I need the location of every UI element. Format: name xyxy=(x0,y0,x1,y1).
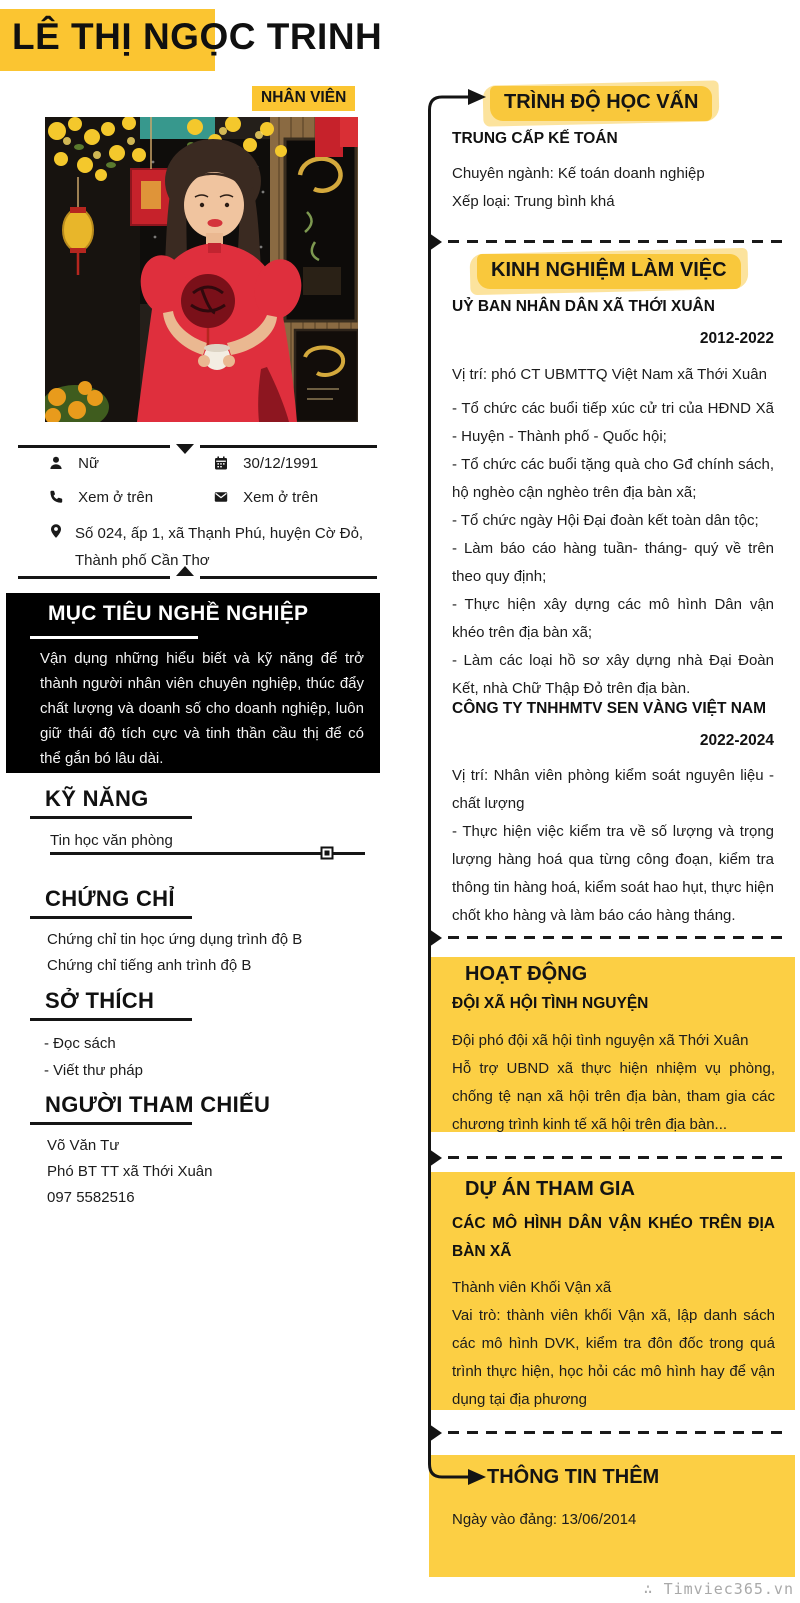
job-details xyxy=(452,762,774,930)
additional-title: THÔNG TIN THÊM xyxy=(487,1466,660,1488)
divider-arrow-icon xyxy=(429,929,442,947)
dashed-divider xyxy=(448,240,783,243)
divider-arrow-icon xyxy=(429,233,442,251)
job-position: Vị trí: phó CT UBMTTQ Việt Nam xã Thới Xuân xyxy=(452,366,767,383)
dob-value: 30/12/1991 xyxy=(243,455,319,472)
certificate-item: Chứng chỉ tin học ứng dụng trình độ B xyxy=(47,931,303,948)
skill-slider-handle xyxy=(321,847,334,860)
additional-line: Ngày vào đảng: 13/06/2014 xyxy=(452,1511,637,1528)
certificate-item: Chứng chỉ tiếng anh trình độ B xyxy=(47,957,252,974)
triangle-down-icon xyxy=(176,444,194,454)
dashed-divider xyxy=(448,936,783,939)
activities-line: Hỗ trợ UBND xã thực hiện nhiệm vụ phòng, chống tệ nạn xã hội trên địa bàn, tham gia các chương trình kinh tế xã hội trên địa bàn... xyxy=(452,1060,775,1133)
certificates-title: CHỨNG CHỈ xyxy=(45,886,175,911)
profile-photo-illustration xyxy=(45,117,358,422)
job-company: CÔNG TY TNHHMTV SEN VÀNG VIỆT NAM xyxy=(452,700,767,717)
job-duty: - Tổ chức ngày Hội Đại đoàn kết toàn dân tộc; xyxy=(452,512,759,529)
phone-icon xyxy=(48,489,64,505)
reference-line: Phó BT TT xã Thới Xuân xyxy=(47,1163,213,1180)
activities-line: Đội phó đội xã hội tình nguyện xã Thới Xuân xyxy=(452,1032,749,1049)
dashed-divider xyxy=(448,1431,783,1434)
timeline-bottom-arrow-icon xyxy=(428,1452,490,1488)
job-duty: - Làm báo cáo hàng tuần- tháng- quý về trên theo quy định; xyxy=(452,540,774,585)
job-duty: - Thực hiện xây dựng các mô hình Dân vận khéo trên địa bàn xã; xyxy=(452,596,774,641)
divider-line xyxy=(200,445,377,448)
skills-title-rule xyxy=(30,816,192,819)
location-pin-icon xyxy=(48,523,64,539)
candidate-name: LÊ THỊ NGỌC TRINH xyxy=(12,16,383,57)
job-period: 2022-2024 xyxy=(699,732,774,749)
objective-body: Vận dụng những hiểu biết và kỹ năng để trở thành người nhân viên chuyên nghiệp, thúc đẩy chất lượng và doanh số cho doanh nghiệp, luôn giữ thái độ tích cực và tinh thần cầu thị để có thể gắn bó lâu dài. xyxy=(40,650,364,767)
projects-title: DỰ ÁN THAM GIA xyxy=(465,1178,635,1200)
hobby-item: - Đọc sách xyxy=(44,1035,116,1052)
timeline-top-arrow-icon xyxy=(428,88,490,124)
experience-title: KINH NGHIỆM LÀM VIỆC xyxy=(477,254,741,289)
project-line: Thành viên Khối Vận xã xyxy=(452,1279,612,1296)
reference-line: 097 5582516 xyxy=(47,1189,135,1206)
project-name: CÁC MÔ HÌNH DÂN VẬN KHÉO TRÊN ĐỊA BÀN XÃ xyxy=(452,1215,775,1260)
project-line: Vai trò: thành viên khối Vận xã, lập danh sách các mô hình DVK, kiểm tra đôn đốc trong quá trình thực hiện, học hỏi các mô hình hay để vận dụng tại địa phương xyxy=(452,1307,775,1408)
dob-row xyxy=(213,455,318,472)
gender-value: Nữ xyxy=(78,455,100,472)
references-title-rule xyxy=(30,1122,192,1125)
education-major: Chuyên ngành: Kế toán doanh nghiệp xyxy=(452,165,705,182)
watermark-link[interactable]: ∴ Timviec365.vn xyxy=(643,1580,794,1598)
email-value: Xem ở trên xyxy=(243,489,319,506)
divider-line xyxy=(18,445,170,448)
divider-arrow-icon xyxy=(429,1149,442,1167)
education-school: TRUNG CẤP KẾ TOÁN xyxy=(452,130,618,147)
person-icon xyxy=(48,455,64,471)
timeline-line xyxy=(428,114,431,1457)
calendar-icon xyxy=(213,455,229,471)
activities-org: ĐỘI XÃ HỘI TÌNH NGUYỆN xyxy=(452,995,649,1012)
reference-line: Võ Văn Tư xyxy=(47,1137,120,1154)
job-details xyxy=(452,361,774,703)
gender-row xyxy=(48,455,99,472)
skill-slider-track xyxy=(50,852,365,855)
job-title-badge: NHÂN VIÊN xyxy=(252,86,355,111)
profile-photo xyxy=(45,117,358,422)
phone-row xyxy=(48,489,153,506)
address-row xyxy=(48,520,370,574)
dashed-divider xyxy=(448,1156,783,1159)
objective-title-rule xyxy=(30,636,198,639)
skills-title: KỸ NĂNG xyxy=(45,786,149,811)
divider-arrow-icon xyxy=(429,1424,442,1442)
certificates-title-rule xyxy=(30,916,192,919)
hobbies-title: SỞ THÍCH xyxy=(45,988,155,1013)
skill-label: Tin học văn phòng xyxy=(50,832,173,849)
triangle-up-icon xyxy=(176,566,194,576)
job-duty: - Tổ chức các buổi tặng quà cho Gđ chính sách, hộ nghèo cận nghèo trên địa bàn xã; xyxy=(452,456,774,501)
address-value: Số 024, ấp 1, xã Thạnh Phú, huyện Cờ Đỏ, Thành phố Cần Thơ xyxy=(75,525,364,569)
job-period: 2012-2022 xyxy=(699,330,774,347)
activities-title: HOẠT ĐỘNG xyxy=(465,963,588,985)
email-row xyxy=(213,489,318,506)
objective-section xyxy=(6,593,380,773)
divider-line xyxy=(18,576,170,579)
activities-body xyxy=(452,1027,775,1139)
phone-value: Xem ở trên xyxy=(78,489,154,506)
job-duty: - Làm các loại hồ sơ xây dựng nhà Đại Đoàn Kết, nhà Chữ Thập Đỏ trên địa bàn. xyxy=(452,652,774,697)
education-title: TRÌNH ĐỘ HỌC VẤN xyxy=(490,86,712,121)
envelope-icon xyxy=(213,489,229,505)
education-grade: Xếp loại: Trung bình khá xyxy=(452,193,615,210)
job-company: UỶ BAN NHÂN DÂN XÃ THỚI XUÂN xyxy=(452,298,715,315)
hobbies-title-rule xyxy=(30,1018,192,1021)
project-body xyxy=(452,1274,775,1414)
job-duty: - Tổ chức các buổi tiếp xúc cử tri của HĐND Xã - Huyện - Thành phố - Quốc hội; xyxy=(452,400,774,445)
job-duty: - Thực hiện việc kiểm tra về số lượng và trọng lượng hàng hoá qua từng công đoạn, kiểm tra thông tin hàng hoá, kiểm soát hao hụt, thực hiện chốt kho hàng và làm báo cáo hàng tháng. xyxy=(452,823,774,924)
job-position: Vị trí: Nhân viên phòng kiểm soát nguyên liệu - chất lượng xyxy=(452,767,774,812)
references-title: NGƯỜI THAM CHIẾU xyxy=(45,1092,271,1117)
hobby-item: - Viết thư pháp xyxy=(44,1062,143,1079)
divider-line xyxy=(200,576,377,579)
objective-title: MỤC TIÊU NGHỀ NGHIỆP xyxy=(48,602,309,625)
